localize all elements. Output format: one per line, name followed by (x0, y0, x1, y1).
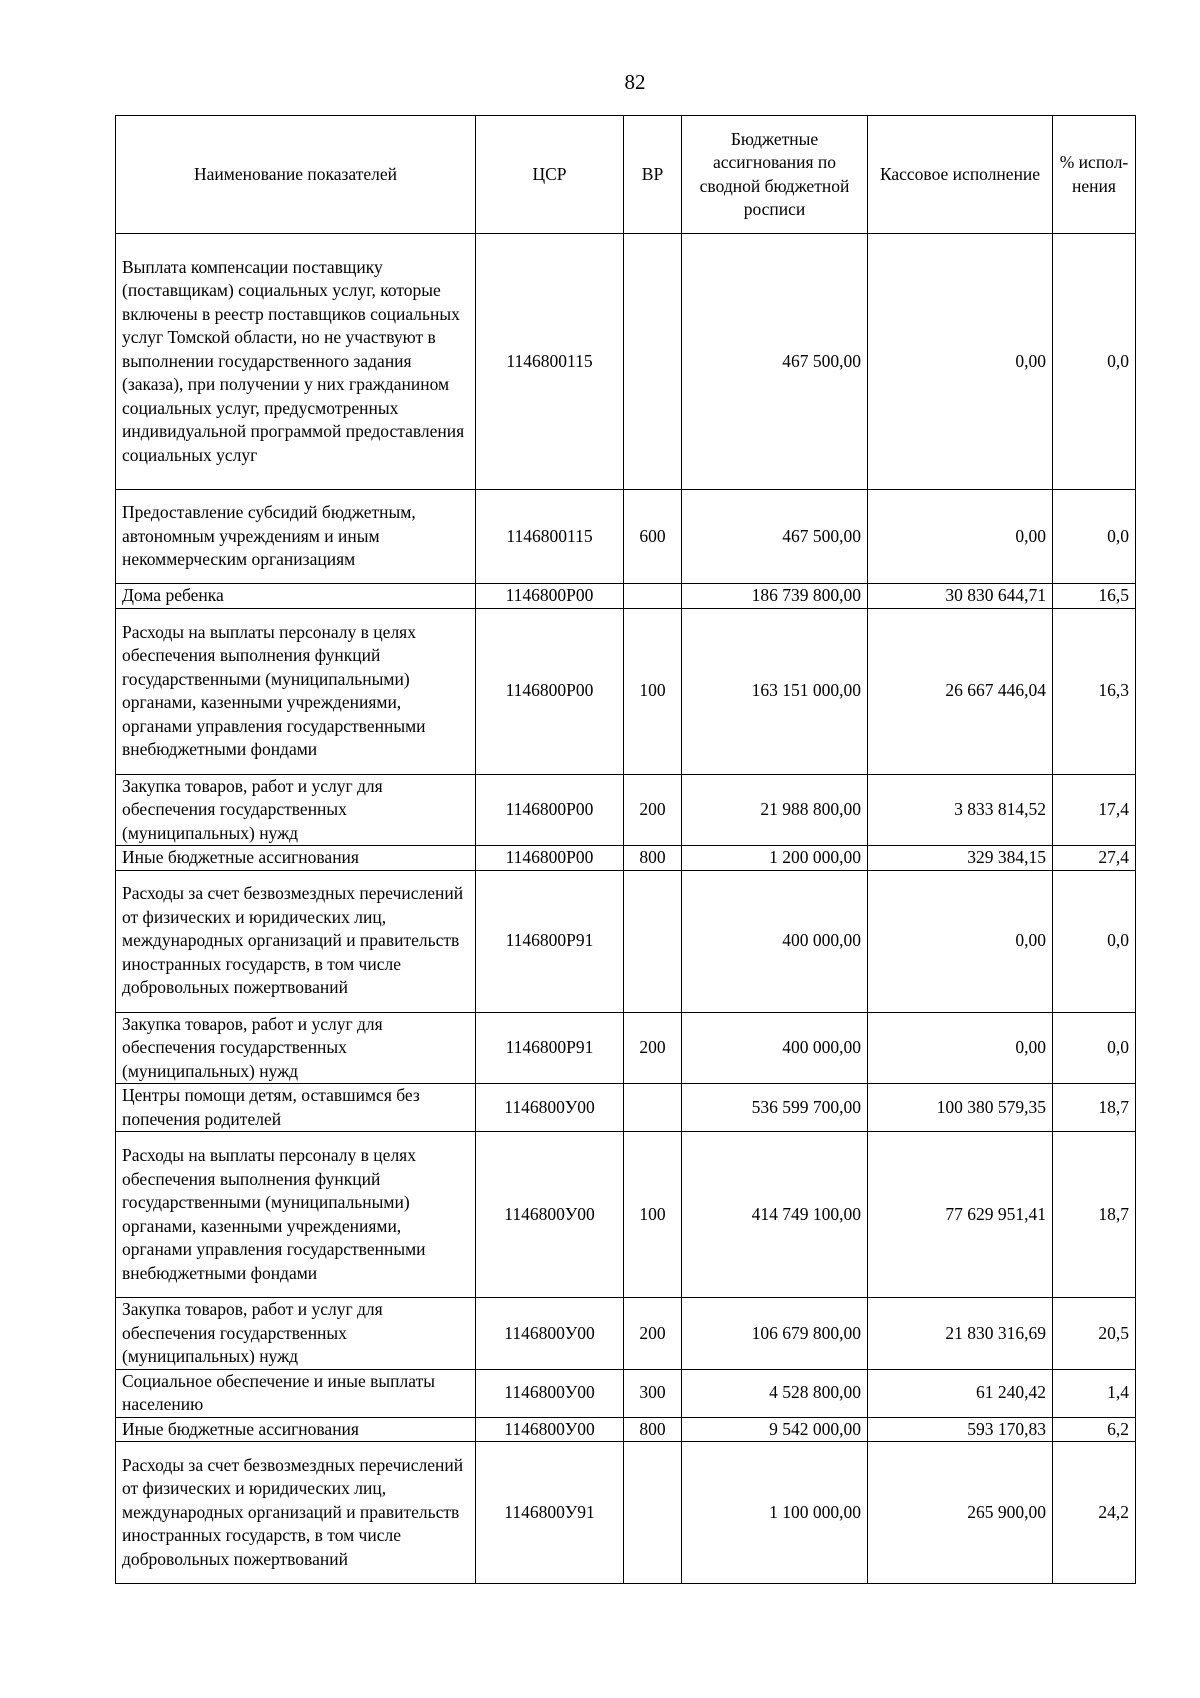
cell-pct: 1,4 (1053, 1369, 1136, 1417)
cell-csr: 1146800У00 (476, 1298, 624, 1370)
cell-vr (624, 584, 682, 609)
cell-pct: 18,7 (1053, 1084, 1136, 1132)
cell-name: Расходы за счет безвозмездных перечислений от физических и юридических лиц, международных организаций и правительств иностранных государств, в том числе добровольных пожертвований (116, 870, 476, 1012)
header-csr: ЦСР (476, 116, 624, 234)
cell-csr: 1146800Р00 (476, 774, 624, 846)
cell-cash: 265 900,00 (868, 1442, 1053, 1584)
cell-name: Выплата компенсации поставщику (поставщикам) социальных услуг, которые включены в реестр поставщиков социальных услуг Томской области, но не участвуют в выполнении государственного задания (заказа), при получении у них гражданином социальных услуг, предусмотренных индивидуальной программой предоставления социальных услуг (116, 234, 476, 490)
table-row (116, 1298, 1136, 1370)
cell-pct: 16,3 (1053, 608, 1136, 774)
cell-budget: 1 200 000,00 (682, 846, 868, 871)
header-cash: Кассовое исполнение (868, 116, 1053, 234)
cell-cash: 3 833 814,52 (868, 774, 1053, 846)
cell-vr: 200 (624, 1012, 682, 1084)
table-row (116, 490, 1136, 584)
cell-vr (624, 1442, 682, 1584)
cell-name: Расходы за счет безвозмездных перечислений от физических и юридических лиц, международных организаций и правительств иностранных государств, в том числе добровольных пожертвований (116, 1442, 476, 1584)
table-row (116, 584, 1136, 609)
cell-budget: 21 988 800,00 (682, 774, 868, 846)
cell-vr: 200 (624, 774, 682, 846)
cell-vr (624, 870, 682, 1012)
table-header (116, 116, 1136, 234)
header-name: Наименование показателей (116, 116, 476, 234)
cell-pct: 0,0 (1053, 870, 1136, 1012)
cell-pct: 0,0 (1053, 234, 1136, 490)
table-row (116, 1369, 1136, 1417)
cell-budget: 400 000,00 (682, 1012, 868, 1084)
table-row (116, 1417, 1136, 1442)
cell-csr: 1146800Р91 (476, 870, 624, 1012)
cell-budget: 1 100 000,00 (682, 1442, 868, 1584)
cell-cash: 100 380 579,35 (868, 1084, 1053, 1132)
cell-vr: 200 (624, 1298, 682, 1370)
cell-vr: 300 (624, 1369, 682, 1417)
cell-budget: 9 542 000,00 (682, 1417, 868, 1442)
cell-cash: 21 830 316,69 (868, 1298, 1053, 1370)
cell-pct: 16,5 (1053, 584, 1136, 609)
table-row (116, 1012, 1136, 1084)
cell-csr: 1146800У91 (476, 1442, 624, 1584)
cell-name: Расходы на выплаты персоналу в целях обеспечения выполнения функций государственными (муниципальными) органами, казенными учреждениями, органами управления государственными внебюджетными фондами (116, 608, 476, 774)
cell-csr: 1146800У00 (476, 1084, 624, 1132)
cell-name: Расходы на выплаты персоналу в целях обеспечения выполнения функций государственными (муниципальными) органами, казенными учреждениями, органами управления государственными внебюджетными фондами (116, 1132, 476, 1298)
cell-csr: 1146800У00 (476, 1369, 624, 1417)
cell-csr: 1146800115 (476, 490, 624, 584)
header-pct: % испол-нения (1053, 116, 1136, 234)
cell-name: Центры помощи детям, оставшимся без попечения родителей (116, 1084, 476, 1132)
cell-pct: 0,0 (1053, 490, 1136, 584)
cell-pct: 6,2 (1053, 1417, 1136, 1442)
table-row (116, 1132, 1136, 1298)
cell-csr: 1146800Р00 (476, 584, 624, 609)
cell-budget: 467 500,00 (682, 490, 868, 584)
cell-csr: 1146800У00 (476, 1132, 624, 1298)
table-row (116, 774, 1136, 846)
cell-budget: 400 000,00 (682, 870, 868, 1012)
cell-csr: 1146800Р00 (476, 608, 624, 774)
header-row (116, 116, 1136, 234)
budget-table (115, 115, 1136, 1584)
cell-name: Дома ребенка (116, 584, 476, 609)
cell-name: Иные бюджетные ассигнования (116, 1417, 476, 1442)
cell-budget: 467 500,00 (682, 234, 868, 490)
cell-budget: 4 528 800,00 (682, 1369, 868, 1417)
cell-cash: 30 830 644,71 (868, 584, 1053, 609)
cell-cash: 329 384,15 (868, 846, 1053, 871)
table-row (116, 608, 1136, 774)
cell-pct: 0,0 (1053, 1012, 1136, 1084)
cell-cash: 0,00 (868, 870, 1053, 1012)
table-row (116, 870, 1136, 1012)
cell-vr (624, 234, 682, 490)
cell-name: Иные бюджетные ассигнования (116, 846, 476, 871)
cell-name: Закупка товаров, работ и услуг для обеспечения государственных (муниципальных) нужд (116, 1012, 476, 1084)
header-budget: Бюджетные ассигнования по сводной бюджетной росписи (682, 116, 868, 234)
cell-csr: 1146800Р00 (476, 846, 624, 871)
cell-budget: 106 679 800,00 (682, 1298, 868, 1370)
cell-name: Социальное обеспечение и иные выплаты населению (116, 1369, 476, 1417)
header-vr: ВР (624, 116, 682, 234)
cell-name: Закупка товаров, работ и услуг для обеспечения государственных (муниципальных) нужд (116, 1298, 476, 1370)
table-row (116, 1442, 1136, 1584)
cell-budget: 186 739 800,00 (682, 584, 868, 609)
cell-vr (624, 1084, 682, 1132)
cell-pct: 20,5 (1053, 1298, 1136, 1370)
cell-cash: 593 170,83 (868, 1417, 1053, 1442)
cell-vr: 800 (624, 1417, 682, 1442)
cell-budget: 536 599 700,00 (682, 1084, 868, 1132)
cell-pct: 17,4 (1053, 774, 1136, 846)
cell-vr: 100 (624, 608, 682, 774)
cell-csr: 1146800У00 (476, 1417, 624, 1442)
cell-pct: 27,4 (1053, 846, 1136, 871)
cell-budget: 414 749 100,00 (682, 1132, 868, 1298)
cell-name: Предоставление субсидий бюджетным, автономным учреждениям и иным некоммерческим организациям (116, 490, 476, 584)
cell-vr: 100 (624, 1132, 682, 1298)
cell-cash: 0,00 (868, 490, 1053, 584)
cell-cash: 0,00 (868, 1012, 1053, 1084)
table-row (116, 1084, 1136, 1132)
cell-cash: 0,00 (868, 234, 1053, 490)
cell-csr: 1146800115 (476, 234, 624, 490)
cell-pct: 18,7 (1053, 1132, 1136, 1298)
cell-cash: 26 667 446,04 (868, 608, 1053, 774)
cell-csr: 1146800Р91 (476, 1012, 624, 1084)
table-row (116, 846, 1136, 871)
cell-cash: 61 240,42 (868, 1369, 1053, 1417)
cell-vr: 600 (624, 490, 682, 584)
table-body (116, 234, 1136, 1584)
page-number: 82 (624, 70, 646, 94)
cell-vr: 800 (624, 846, 682, 871)
cell-pct: 24,2 (1053, 1442, 1136, 1584)
cell-cash: 77 629 951,41 (868, 1132, 1053, 1298)
cell-budget: 163 151 000,00 (682, 608, 868, 774)
table-row (116, 234, 1136, 490)
cell-name: Закупка товаров, работ и услуг для обеспечения государственных (муниципальных) нужд (116, 774, 476, 846)
